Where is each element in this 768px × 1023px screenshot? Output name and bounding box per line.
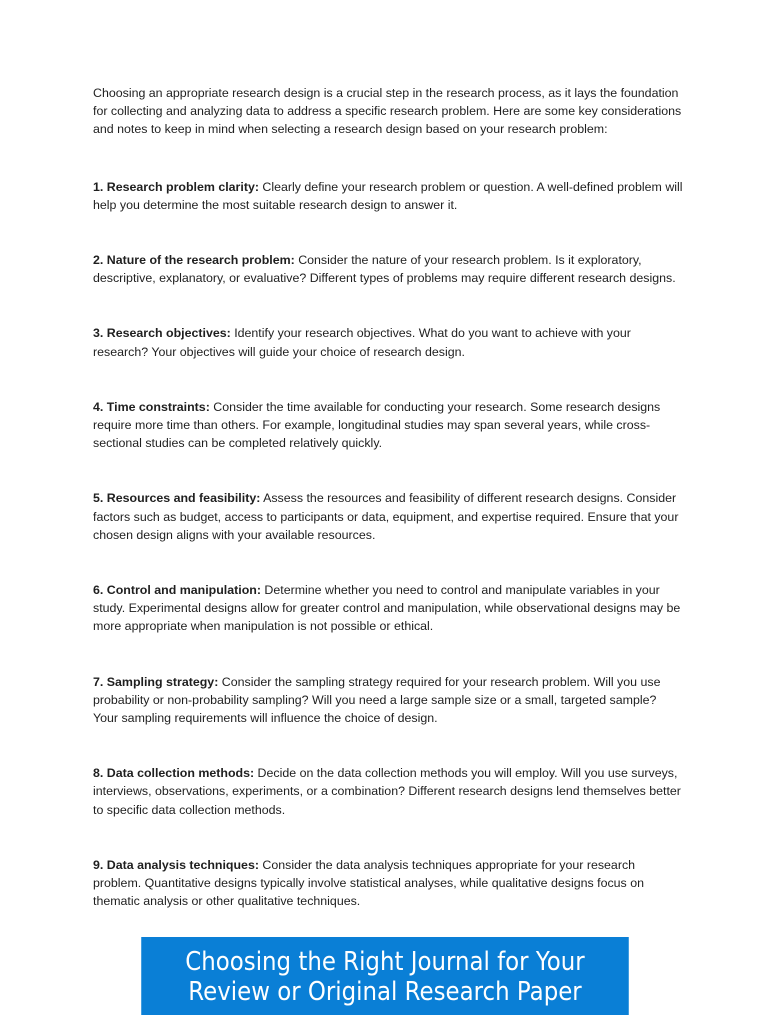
banner-line-2: Review or Original Research Paper — [188, 977, 582, 1007]
item-text: Assess the resources and feasibility of different research designs. Consider factors such as budget, access to participants or data, equipment, and expertise required. Ensure that your chosen design aligns with your available resources. — [93, 491, 679, 542]
item-text: Consider the sampling strategy required for your research problem. Will you use probability or non-probability sampling? Will you need a large sample size or a small, targeted sample? Your sampling requirements will influence the choice of design. — [93, 674, 661, 726]
item-title: 9. Data analysis techniques: — [93, 857, 259, 872]
item-text: Identify your research objectives. What do you want to achieve with your research? Your objectives will guide your choice of research design. — [93, 326, 631, 359]
consideration-item-2 — [93, 251, 683, 287]
item-title: 7. Sampling strategy: — [93, 674, 219, 689]
intro-paragraph: Choosing an appropriate research design is a crucial step in the research process, as it lays the foundation for collecting and analyzing data to address a specific research problem. Here are some key considerations and notes to keep in mind when selecting a research design based on your research problem: — [93, 86, 682, 137]
item-title: 6. Control and manipulation: — [93, 583, 261, 598]
consideration-item-8 — [93, 764, 683, 819]
consideration-item-1 — [93, 178, 683, 214]
item-text: Consider the data analysis techniques appropriate for your research problem. Quantitative designs typically involve statistical analyses, while qualitative designs focus on thematic analysis or other qualitative techniques. — [93, 857, 644, 909]
item-title: 8. Data collection methods: — [93, 766, 255, 781]
item-title: 2. Nature of the research problem: — [93, 253, 295, 268]
item-text: Consider the nature of your research problem. Is it exploratory, descriptive, explanatory, or evaluative? Different types of problems may require different research designs. — [93, 253, 676, 286]
item-text: Clearly define your research problem or question. A well-defined problem will help you determine the most suitable research design to answer it. — [93, 179, 683, 212]
item-title: 1. Research problem clarity: — [93, 179, 259, 194]
item-text: Consider the time available for conducting your research. Some research designs require more time than others. For example, longitudinal studies may span several years, while cross-sectional studies can be completed relatively quickly. — [93, 399, 661, 451]
banner-line-1: Choosing the Right Journal for Your — [185, 947, 585, 977]
item-text: Determine whether you need to control and manipulate variables in your study. Experimental designs allow for greater control and manipulation, while observational designs may be more appropriate when manipulation is not possible or ethical. — [93, 583, 681, 634]
item-text: Decide on the data collection methods you will employ. Will you use surveys, interviews, observations, experiments, or a combination? Different research designs lend themselves better to specific data collection methods. — [93, 766, 681, 817]
item-title: 3. Research objectives: — [93, 326, 231, 341]
consideration-item-6 — [93, 581, 683, 636]
consideration-item-4 — [93, 398, 683, 453]
consideration-item-9 — [93, 856, 683, 911]
item-title: 5. Resources and feasibility: — [93, 491, 261, 506]
document-body — [93, 84, 683, 947]
consideration-item-3 — [93, 324, 683, 360]
item-title: 4. Time constraints: — [93, 399, 210, 414]
consideration-item-7 — [93, 673, 683, 728]
title-banner — [141, 937, 629, 1015]
consideration-item-5 — [93, 489, 683, 544]
